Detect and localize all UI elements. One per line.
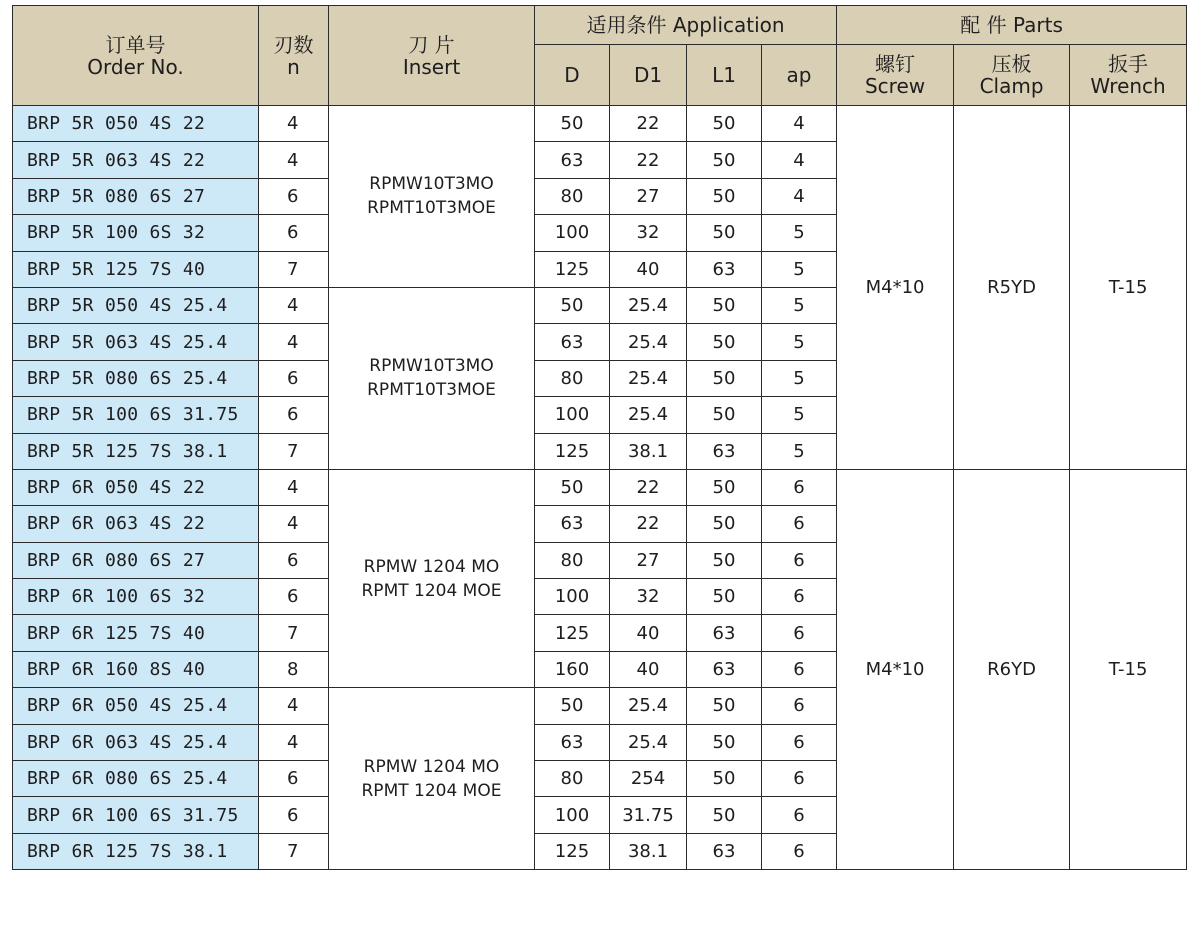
screw-cell: M4*10 xyxy=(837,106,954,470)
l1-cell: 50 xyxy=(687,360,762,396)
insert-grade: RPMT 1204 MOE xyxy=(361,580,502,601)
l1-cell: 50 xyxy=(687,688,762,724)
header-insert xyxy=(329,6,535,106)
l1-cell: 50 xyxy=(687,142,762,178)
ap-cell: 6 xyxy=(762,688,837,724)
order-no-cell: BRP 6R 160 8S 40 xyxy=(13,651,259,687)
insert-cell xyxy=(329,106,535,288)
l1-cell: 50 xyxy=(687,542,762,578)
header-order-en: Order No. xyxy=(87,54,184,79)
l1-cell: 50 xyxy=(687,797,762,833)
d1-cell: 40 xyxy=(610,615,687,651)
d1-cell: 31.75 xyxy=(610,797,687,833)
d-cell: 50 xyxy=(535,287,610,323)
d1-cell: 32 xyxy=(610,579,687,615)
ap-cell: 4 xyxy=(762,142,837,178)
d-cell: 80 xyxy=(535,360,610,396)
d-cell: 80 xyxy=(535,542,610,578)
header-clamp xyxy=(954,45,1070,106)
order-no-cell: BRP 6R 050 4S 22 xyxy=(13,469,259,505)
header-insert-cn: 刀 片 xyxy=(408,32,455,57)
header-screw-en: Screw xyxy=(864,74,926,98)
order-no-cell: BRP 6R 100 6S 32 xyxy=(13,579,259,615)
l1-cell: 50 xyxy=(687,469,762,505)
d1-cell: 25.4 xyxy=(610,724,687,760)
l1-cell: 50 xyxy=(687,397,762,433)
d1-cell: 22 xyxy=(610,469,687,505)
header-screw-cn: 螺钉 xyxy=(875,52,916,76)
header-col-ap: ap xyxy=(762,45,837,106)
wrench-cell: T-15 xyxy=(1070,106,1187,470)
teeth-cell: 4 xyxy=(259,688,329,724)
d1-cell: 27 xyxy=(610,542,687,578)
order-no-cell: BRP 5R 080 6S 25.4 xyxy=(13,360,259,396)
ap-cell: 6 xyxy=(762,615,837,651)
l1-cell: 50 xyxy=(687,287,762,323)
header-order-no xyxy=(13,6,259,106)
teeth-cell: 4 xyxy=(259,142,329,178)
insert-grade: RPMT10T3MOE xyxy=(367,198,496,219)
d-cell: 100 xyxy=(535,797,610,833)
d-cell: 50 xyxy=(535,688,610,724)
d-cell: 50 xyxy=(535,106,610,142)
ap-cell: 5 xyxy=(762,287,837,323)
teeth-cell: 4 xyxy=(259,469,329,505)
d-cell: 80 xyxy=(535,761,610,797)
table-row xyxy=(13,106,1187,142)
d1-cell: 25.4 xyxy=(610,287,687,323)
header-clamp-en: Clamp xyxy=(979,74,1044,98)
l1-cell: 63 xyxy=(687,833,762,869)
ap-cell: 5 xyxy=(762,433,837,469)
d-cell: 63 xyxy=(535,506,610,542)
l1-cell: 50 xyxy=(687,724,762,760)
l1-cell: 63 xyxy=(687,615,762,651)
d1-cell: 32 xyxy=(610,215,687,251)
header-teeth-cn: 刃数 xyxy=(273,32,314,57)
header-clamp-cn: 压板 xyxy=(991,52,1032,76)
insert-grade: RPMT10T3MOE xyxy=(367,380,496,401)
d1-cell: 25.4 xyxy=(610,688,687,724)
header-insert-en: Insert xyxy=(402,54,461,79)
ap-cell: 6 xyxy=(762,797,837,833)
header-parts: 配 件 Parts xyxy=(837,6,1187,45)
order-no-cell: BRP 5R 050 4S 25.4 xyxy=(13,287,259,323)
insert-grade: RPMW 1204 MO xyxy=(363,556,500,577)
teeth-cell: 4 xyxy=(259,287,329,323)
spec-table xyxy=(12,5,1187,870)
d-cell: 100 xyxy=(535,215,610,251)
order-no-cell: BRP 5R 125 7S 38.1 xyxy=(13,433,259,469)
teeth-cell: 7 xyxy=(259,833,329,869)
d1-cell: 27 xyxy=(610,178,687,214)
l1-cell: 63 xyxy=(687,651,762,687)
clamp-cell: R5YD xyxy=(954,106,1070,470)
ap-cell: 5 xyxy=(762,360,837,396)
l1-cell: 63 xyxy=(687,251,762,287)
insert-cell xyxy=(329,688,535,870)
order-no-cell: BRP 5R 100 6S 32 xyxy=(13,215,259,251)
d1-cell: 38.1 xyxy=(610,833,687,869)
order-no-cell: BRP 5R 063 4S 25.4 xyxy=(13,324,259,360)
d-cell: 100 xyxy=(535,397,610,433)
insert-cell xyxy=(329,469,535,687)
ap-cell: 5 xyxy=(762,324,837,360)
l1-cell: 50 xyxy=(687,106,762,142)
l1-cell: 50 xyxy=(687,215,762,251)
d1-cell: 254 xyxy=(610,761,687,797)
teeth-cell: 6 xyxy=(259,360,329,396)
teeth-cell: 6 xyxy=(259,542,329,578)
d1-cell: 22 xyxy=(610,142,687,178)
order-no-cell: BRP 5R 100 6S 31.75 xyxy=(13,397,259,433)
order-no-cell: BRP 5R 125 7S 40 xyxy=(13,251,259,287)
d1-cell: 22 xyxy=(610,106,687,142)
header-screw xyxy=(837,45,954,106)
ap-cell: 6 xyxy=(762,724,837,760)
header-col-l1: L1 xyxy=(687,45,762,106)
d1-cell: 40 xyxy=(610,251,687,287)
l1-cell: 63 xyxy=(687,433,762,469)
d-cell: 160 xyxy=(535,651,610,687)
d-cell: 125 xyxy=(535,615,610,651)
order-no-cell: BRP 5R 050 4S 22 xyxy=(13,106,259,142)
teeth-cell: 4 xyxy=(259,106,329,142)
d1-cell: 22 xyxy=(610,506,687,542)
order-no-cell: BRP 5R 080 6S 27 xyxy=(13,178,259,214)
ap-cell: 5 xyxy=(762,397,837,433)
teeth-cell: 6 xyxy=(259,579,329,615)
ap-cell: 4 xyxy=(762,178,837,214)
ap-cell: 6 xyxy=(762,469,837,505)
header-application: 适用条件 Application xyxy=(535,6,837,45)
d-cell: 125 xyxy=(535,251,610,287)
ap-cell: 6 xyxy=(762,542,837,578)
teeth-cell: 6 xyxy=(259,178,329,214)
d1-cell: 38.1 xyxy=(610,433,687,469)
order-no-cell: BRP 6R 080 6S 27 xyxy=(13,542,259,578)
d-cell: 125 xyxy=(535,433,610,469)
header-teeth xyxy=(259,6,329,106)
d-cell: 80 xyxy=(535,178,610,214)
wrench-cell: T-15 xyxy=(1070,469,1187,869)
ap-cell: 6 xyxy=(762,761,837,797)
clamp-cell: R6YD xyxy=(954,469,1070,869)
header-col-d: D xyxy=(535,45,610,106)
teeth-cell: 6 xyxy=(259,797,329,833)
teeth-cell: 4 xyxy=(259,324,329,360)
d-cell: 63 xyxy=(535,724,610,760)
insert-cell xyxy=(329,287,535,469)
ap-cell: 6 xyxy=(762,506,837,542)
ap-cell: 4 xyxy=(762,106,837,142)
order-no-cell: BRP 6R 063 4S 22 xyxy=(13,506,259,542)
teeth-cell: 4 xyxy=(259,724,329,760)
header-wrench-en: Wrench xyxy=(1090,74,1166,98)
table-header xyxy=(13,6,1187,106)
order-no-cell: BRP 6R 050 4S 25.4 xyxy=(13,688,259,724)
teeth-cell: 7 xyxy=(259,615,329,651)
d1-cell: 25.4 xyxy=(610,324,687,360)
table-body xyxy=(13,106,1187,870)
insert-grade: RPMW 1204 MO xyxy=(363,756,500,777)
insert-grade: RPMT 1204 MOE xyxy=(361,780,502,801)
ap-cell: 6 xyxy=(762,833,837,869)
d1-cell: 25.4 xyxy=(610,397,687,433)
d-cell: 100 xyxy=(535,579,610,615)
d1-cell: 40 xyxy=(610,651,687,687)
teeth-cell: 6 xyxy=(259,397,329,433)
order-no-cell: BRP 6R 080 6S 25.4 xyxy=(13,761,259,797)
d1-cell: 25.4 xyxy=(610,360,687,396)
order-no-cell: BRP 6R 125 7S 38.1 xyxy=(13,833,259,869)
d-cell: 63 xyxy=(535,142,610,178)
teeth-cell: 6 xyxy=(259,215,329,251)
order-no-cell: BRP 5R 063 4S 22 xyxy=(13,142,259,178)
header-teeth-en: n xyxy=(287,54,300,79)
teeth-cell: 8 xyxy=(259,651,329,687)
table-row xyxy=(13,469,1187,505)
l1-cell: 50 xyxy=(687,178,762,214)
header-col-d1: D1 xyxy=(610,45,687,106)
l1-cell: 50 xyxy=(687,506,762,542)
insert-grade: RPMW10T3MO xyxy=(369,174,494,195)
teeth-cell: 7 xyxy=(259,251,329,287)
ap-cell: 5 xyxy=(762,215,837,251)
teeth-cell: 7 xyxy=(259,433,329,469)
screw-cell: M4*10 xyxy=(837,469,954,869)
l1-cell: 50 xyxy=(687,579,762,615)
d-cell: 63 xyxy=(535,324,610,360)
insert-grade: RPMW10T3MO xyxy=(369,356,494,377)
d-cell: 125 xyxy=(535,833,610,869)
ap-cell: 6 xyxy=(762,579,837,615)
d-cell: 50 xyxy=(535,469,610,505)
header-order-cn: 订单号 xyxy=(105,32,166,57)
order-no-cell: BRP 6R 125 7S 40 xyxy=(13,615,259,651)
header-wrench-cn: 扳手 xyxy=(1108,52,1149,76)
ap-cell: 5 xyxy=(762,251,837,287)
l1-cell: 50 xyxy=(687,324,762,360)
l1-cell: 50 xyxy=(687,761,762,797)
teeth-cell: 6 xyxy=(259,761,329,797)
ap-cell: 6 xyxy=(762,651,837,687)
order-no-cell: BRP 6R 100 6S 31.75 xyxy=(13,797,259,833)
teeth-cell: 4 xyxy=(259,506,329,542)
order-no-cell: BRP 6R 063 4S 25.4 xyxy=(13,724,259,760)
header-wrench xyxy=(1070,45,1187,106)
